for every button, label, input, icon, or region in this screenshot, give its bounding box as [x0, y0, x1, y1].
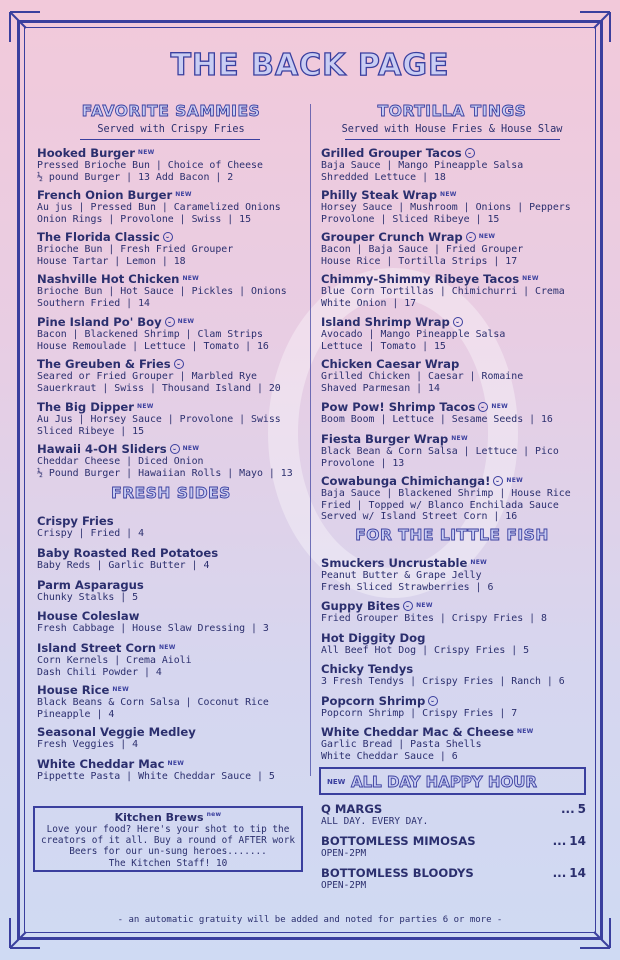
corner-ornament-top-right: [578, 8, 614, 44]
menu-item-description: Bacon | Blackened Shrimp | Clam Strips House Remoulade | Lettuce | Tomato | 16: [37, 329, 269, 352]
menu-item: [321, 662, 589, 688]
happy-hour-item-name: Q MARGS: [321, 802, 383, 816]
menu-item-description: Black Beans & Corn Salsa | Coconut Rice Pineapple | 4: [37, 697, 269, 720]
new-badge: NEW: [451, 435, 468, 442]
new-badge: NEW: [137, 403, 154, 410]
smiley-badge-icon: [163, 232, 173, 242]
menu-item-name: [37, 230, 307, 244]
menu-item-name: [37, 757, 307, 771]
menu-item: [37, 578, 307, 604]
menu-item-description: Fresh Veggies | 4: [37, 739, 139, 750]
smiley-badge-icon: [466, 232, 476, 242]
menu-item-description: Crispy | Fried | 4: [37, 528, 145, 539]
menu-item-name: [321, 357, 589, 371]
smiley-badge-icon: [493, 476, 503, 486]
menu-item-name-text: Grouper Crunch Wrap: [321, 230, 463, 244]
new-badge: NEW: [182, 275, 200, 282]
menu-item-description: Grilled Chicken | Caesar | Romaine Shaved Parmesan | 14: [321, 371, 524, 394]
menu-item-name-text: Crispy Fries: [37, 514, 114, 528]
new-badge: new: [206, 811, 222, 818]
menu-item-description: Boom Boom | Lettuce | Sesame Seeds | 16: [321, 414, 553, 425]
menu-item-name-text: Popcorn Shrimp: [321, 694, 426, 708]
new-badge: NEW: [327, 778, 346, 786]
kitchen-brews-title: [35, 811, 301, 824]
menu-item-name-text: Parm Asparagus: [37, 578, 144, 592]
menu-item-name: [37, 725, 307, 739]
menu-item: [321, 556, 589, 593]
new-badge: NEW: [158, 644, 176, 651]
happy-hour-item-description: OPEN-2PM: [321, 848, 367, 859]
menu-item: [321, 694, 589, 720]
menu-item-name: [37, 609, 307, 623]
menu-item: [321, 230, 589, 267]
smiley-badge-icon: [453, 317, 463, 327]
menu-item-name-text: Pine Island Po' Boy: [37, 315, 162, 329]
new-badge: NEW: [506, 477, 524, 484]
new-badge: NEW: [167, 760, 185, 767]
gratuity-footer: - an automatic gratuity will be added and noted for parties 6 or more -: [117, 915, 503, 925]
menu-item-name-text: The Big Dipper: [37, 400, 134, 414]
menu-item-name: [321, 146, 589, 160]
menu-item-name: [321, 631, 589, 645]
menu-item-name-text: Hawaii 4-OH Sliders: [37, 442, 167, 456]
price-leader-dots: ...: [552, 834, 567, 848]
menu-item: [321, 315, 589, 352]
menu-item-description: Baby Reds | Garlic Butter | 4: [37, 560, 210, 571]
menu-item-name-text: Philly Steak Wrap: [321, 188, 438, 202]
menu-item: [321, 432, 589, 469]
menu-item-name-text: Island Street Corn: [37, 641, 156, 655]
menu-item: [37, 188, 307, 225]
column-divider: [310, 104, 311, 776]
menu-item-name: [37, 442, 307, 456]
menu-item-description: Peanut Butter & Grape Jelly Fresh Sliced Strawberries | 6: [321, 570, 494, 593]
menu-item-name-text: House Rice: [37, 683, 110, 697]
menu-item-description: Popcorn Shrimp | Crispy Fries | 7: [321, 708, 518, 719]
new-badge: NEW: [182, 445, 200, 452]
happy-hour-item-price: [561, 802, 586, 816]
price-value: 14: [569, 866, 586, 880]
new-badge: NEW: [478, 233, 496, 240]
subtitle-rule: [345, 139, 560, 140]
menu-item-name: [37, 188, 307, 202]
kitchen-brews-title-text: Kitchen Brews: [114, 811, 204, 824]
menu-item: [37, 757, 307, 783]
menu-item-name-text: Hot Diggity Dog: [321, 631, 426, 645]
new-badge: NEW: [416, 602, 433, 609]
menu-item-name-text: French Onion Burger: [37, 188, 173, 202]
menu-item: [321, 400, 589, 426]
subtitle-rule: [80, 139, 260, 140]
menu-item-description: Fried Grouper Bites | Crispy Fries | 8: [321, 613, 547, 624]
menu-item-description: Black Bean & Corn Salsa | Lettuce | Pico Provolone | 13: [321, 446, 559, 469]
menu-item-name: [321, 662, 589, 676]
corner-ornament-top-left: [6, 8, 42, 44]
menu-item-description: Blue Corn Tortillas | Chimichurri | Crema White Onion | 17: [321, 286, 565, 309]
menu-item-name: [321, 432, 589, 446]
menu-item: [37, 609, 307, 635]
menu-item-description: Baja Sauce | Blackened Shrimp | House Rice Fried | Topped w/ Blanco Enchilada Sauce Served w/ Island Street Corn | 16: [321, 488, 571, 523]
menu-item-description: Horsey Sauce | Mushroom | Onions | Peppers Provolone | Sliced Ribeye | 15: [321, 202, 571, 225]
section-title-little-fish: FOR THE LITTLE FISH: [355, 526, 549, 544]
price-value: 5: [577, 802, 586, 816]
menu-item: [321, 474, 589, 523]
menu-item-name: [37, 357, 307, 371]
page-title: THE BACK PAGE: [170, 48, 450, 83]
section-title-sammies: FAVORITE SAMMIES: [81, 102, 261, 120]
new-badge: NEW: [177, 318, 195, 325]
menu-item-name: [37, 400, 307, 414]
happy-hour-item-description: ALL DAY. EVERY DAY.: [321, 816, 429, 827]
menu-item: [37, 683, 307, 720]
menu-item: [37, 514, 307, 540]
happy-hour-item: [321, 834, 586, 859]
menu-item-description: Brioche Bun | Fresh Fried Grouper House Tartar | Lemon | 18: [37, 244, 234, 267]
menu-item-name-text: Chicky Tendys: [321, 662, 414, 676]
menu-item: [321, 272, 589, 309]
price-leader-dots: ...: [560, 802, 575, 816]
menu-item-name: [321, 474, 589, 488]
menu-item-name-text: Hooked Burger: [37, 146, 135, 160]
menu-item-name: [37, 546, 307, 560]
menu-item-name: [321, 400, 589, 414]
menu-item-name: [321, 599, 589, 613]
menu-item-name: [321, 315, 589, 329]
menu-item-name-text: Smuckers Uncrustable: [321, 556, 468, 570]
menu-item-description: Cheddar Cheese | Diced Onion ½ Pound Burger | Hawaiian Rolls | Mayo | 13: [37, 456, 293, 479]
section-title-sides: FRESH SIDES: [111, 484, 231, 502]
menu-item-name: [321, 188, 589, 202]
section-subtitle-tortilla: Served with House Fries & House Slaw: [341, 124, 563, 135]
menu-item-description: Avocado | Mango Pineapple Salsa Lettuce | Tomato | 15: [321, 329, 506, 352]
menu-item-name-text: Chimmy-Shimmy Ribeye Tacos: [321, 272, 520, 286]
menu-item-name-text: Guppy Bites: [321, 599, 401, 613]
smiley-badge-icon: [465, 148, 475, 158]
menu-item-description: Au jus | Pressed Bun | Caramelized Onions Onion Rings | Provolone | Swiss | 15: [37, 202, 281, 225]
happy-hour-item: [321, 866, 586, 891]
kitchen-brews-box: [33, 806, 303, 872]
menu-item: [37, 400, 307, 437]
new-badge: NEW: [175, 191, 192, 198]
menu-item-description: Bacon | Baja Sauce | Fried Grouper House Rice | Tortilla Strips | 17: [321, 244, 524, 267]
happy-hour-item-description: OPEN-2PM: [321, 880, 367, 891]
new-badge: NEW: [137, 149, 155, 156]
menu-item-name: [37, 641, 307, 655]
new-badge: NEW: [522, 275, 539, 282]
menu-item: [37, 725, 307, 751]
new-badge: NEW: [491, 403, 509, 410]
menu-item-name: [321, 230, 589, 244]
new-badge: NEW: [470, 559, 488, 566]
menu-item: [37, 315, 307, 352]
menu-item-description: Garlic Bread | Pasta Shells White Cheddar Sauce | 6: [321, 739, 482, 762]
menu-item-name-text: House Coleslaw: [37, 609, 140, 623]
smiley-badge-icon: [403, 601, 413, 611]
kitchen-brews-text: Love your food? Here's your shot to tip the creators of it all. Buy a round of AFTER work Beers for our un-sung heroes....... The Kitchen Staff! 10: [41, 824, 295, 869]
menu-item-name-text: Baby Roasted Red Potatoes: [37, 546, 219, 560]
happy-hour-title: ALL DAY HAPPY HOUR: [351, 773, 537, 791]
menu-item-description: Baja Sauce | Mango Pineapple Salsa Shredded Lettuce | 18: [321, 160, 524, 183]
happy-hour-item-name: BOTTOMLESS MIMOSAS: [321, 834, 476, 848]
section-title-tortilla: TORTILLA TINGS: [377, 102, 527, 120]
happy-hour-banner: [319, 767, 586, 795]
menu-item: [321, 146, 589, 183]
menu-item: [37, 357, 307, 394]
menu-item-name: [37, 514, 307, 528]
menu-item-description: Chunky Stalks | 5: [37, 592, 139, 603]
menu-item-name-text: Chicken Caesar Wrap: [321, 357, 460, 371]
menu-item-description: Brioche Bun | Hot Sauce | Pickles | Onions Southern Fried | 14: [37, 286, 287, 309]
menu-item-description: 3 Fresh Tendys | Crispy Fries | Ranch | 6: [321, 676, 565, 687]
menu-item-description: Au Jus | Horsey Sauce | Provolone | Swiss Sliced Ribeye | 15: [37, 414, 281, 437]
menu-item-name: [37, 578, 307, 592]
menu-item-name-text: The Greuben & Fries: [37, 357, 171, 371]
menu-item-name-text: Fiesta Burger Wrap: [321, 432, 449, 446]
menu-item: [321, 188, 589, 225]
menu-item-name: [37, 683, 307, 697]
new-badge: NEW: [112, 686, 129, 693]
menu-item: [37, 230, 307, 267]
menu-item-name-text: Grilled Grouper Tacos: [321, 146, 462, 160]
smiley-badge-icon: [478, 402, 488, 412]
price-leader-dots: ...: [552, 866, 567, 880]
menu-item-description: Pressed Brioche Bun | Choice of Cheese ½ pound Burger | 13 Add Bacon | 2: [37, 160, 263, 183]
smiley-badge-icon: [170, 444, 180, 454]
menu-item-name: [37, 146, 307, 160]
new-badge: NEW: [516, 728, 534, 735]
menu-item: [37, 546, 307, 572]
menu-item-name-text: Pow Pow! Shrimp Tacos: [321, 400, 476, 414]
menu-item: [321, 631, 589, 657]
menu-item: [37, 272, 307, 309]
menu-item-name-text: White Cheddar Mac & Cheese: [321, 725, 514, 739]
happy-hour-item: [321, 802, 586, 827]
smiley-badge-icon: [428, 696, 438, 706]
menu-item-name-text: Nashville Hot Chicken: [37, 272, 180, 286]
menu-item-description: Corn Kernels | Crema Aioli Dash Chili Powder | 4: [37, 655, 192, 678]
smiley-badge-icon: [165, 317, 175, 327]
menu-item-name-text: Seasonal Veggie Medley: [37, 725, 196, 739]
menu-item-name: [321, 272, 589, 286]
menu-item-description: Pippette Pasta | White Cheddar Sauce | 5: [37, 771, 275, 782]
new-badge: NEW: [440, 191, 457, 198]
menu-item-name: [321, 556, 589, 570]
menu-item: [37, 442, 307, 479]
smiley-badge-icon: [174, 359, 184, 369]
menu-item: [37, 641, 307, 678]
menu-item-name-text: Cowabunga Chimichanga!: [321, 474, 491, 488]
menu-item-name: [321, 694, 589, 708]
menu-item-name: [37, 272, 307, 286]
menu-item: [321, 725, 589, 762]
menu-item-description: Fresh Cabbage | House Slaw Dressing | 3: [37, 623, 269, 634]
menu-item-name-text: White Cheddar Mac: [37, 757, 165, 771]
menu-item-description: Seared or Fried Grouper | Marbled Rye Sauerkraut | Swiss | Thousand Island | 20: [37, 371, 281, 394]
menu-item: [37, 146, 307, 183]
happy-hour-item-name: BOTTOMLESS BLOODYS: [321, 866, 474, 880]
happy-hour-item-price: [553, 834, 586, 848]
menu-item-name-text: The Florida Classic: [37, 230, 160, 244]
menu-item: [321, 599, 589, 625]
menu-item-name: [37, 315, 307, 329]
price-value: 14: [569, 834, 586, 848]
section-subtitle-sammies: Served with Crispy Fries: [97, 124, 245, 135]
happy-hour-item-price: [553, 866, 586, 880]
menu-item: [321, 357, 589, 394]
menu-item-description: All Beef Hot Dog | Crispy Fries | 5: [321, 645, 530, 656]
menu-item-name-text: Island Shrimp Wrap: [321, 315, 450, 329]
menu-item-name: [321, 725, 589, 739]
